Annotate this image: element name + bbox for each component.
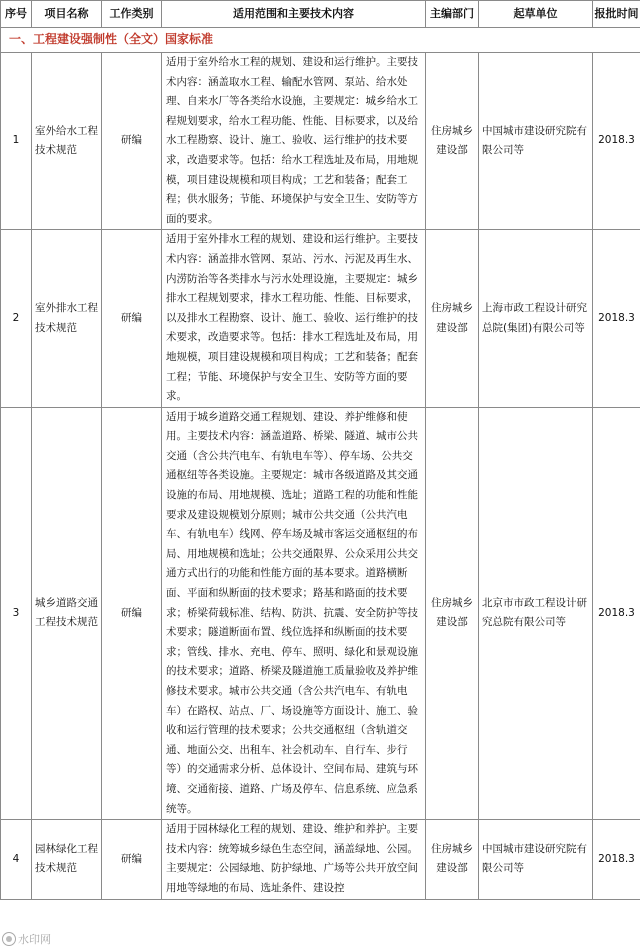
table-row <box>1 820 640 899</box>
watermark-text: 水印网 <box>18 933 51 946</box>
row-drafter: 中国城市建设研究院有限公司等 <box>479 820 593 899</box>
row-content: 适用于城乡道路交通工程规划、建设、养护维修和使用。主要技术内容：涵盖道路、桥梁、隧道、城市公共交通（含公共汽电车、有轨电车等）、停车场、公共交通枢纽等各类设施。主要规定：城市各级道路及其交通设施的布局、用地规模、选址；道路工程的功能和性能要求及建设规模划分原则；城市公共交通（公共汽电车、有轨电车）线网、停车场及城市客运交通枢纽的布局、用地规模和选址；公共交通限界、公众采用公共交通方式出行的功能和性能方面的基本要求。道路横断面、平面和纵断面的技术要求；路基和路面的技术要求；桥梁荷载标准、结构、防洪、抗震、安全防护等技术要求；隧道断面布置、线位选择和纵断面的技术要求；管线、排水、充电、停车、照明、绿化和景观设施的技术要求；道路、桥梁及隧道施工质量验收及养护维修技术要求。城市公共交通（含公共汽电车、有轨电车）在路权、站点、厂、场设施等方面设计、施工、验收和运行管理的技术要求；公共交通枢纽（含轨道交通、地面公交、出租车、社会机动车、自行车、步行等）的交通需求分析、总体设计、空间布局、建筑与环境、交通衔接、道路、广场及停车、信息系统、应急系统等。 <box>162 407 426 819</box>
section-title: 一、工程建设强制性（全文）国家标准 <box>1 28 640 53</box>
section-row <box>1 28 640 53</box>
row-name: 城乡道路交通工程技术规范 <box>32 407 102 819</box>
header-no: 序号 <box>1 1 32 28</box>
row-no: 4 <box>1 820 32 899</box>
row-category: 研编 <box>102 230 162 407</box>
row-dept: 住房城乡建设部 <box>426 53 479 230</box>
row-drafter: 中国城市建设研究院有限公司等 <box>479 53 593 230</box>
table-row <box>1 407 640 819</box>
header-name: 项目名称 <box>32 1 102 28</box>
row-dept: 住房城乡建设部 <box>426 407 479 819</box>
row-name: 室外给水工程技术规范 <box>32 53 102 230</box>
row-name: 园林绿化工程技术规范 <box>32 820 102 899</box>
row-dept: 住房城乡建设部 <box>426 820 479 899</box>
watermark <box>2 931 51 947</box>
row-content: 适用于园林绿化工程的规划、建设、维护和养护。主要技术内容：统筹城乡绿色生态空间，涵盖绿地、公园。主要规定：公园绿地、防护绿地、广场等公共开放空间用地等绿地的布局、选址条件、建设控 <box>162 820 426 899</box>
row-date: 2018.3 <box>593 53 640 230</box>
row-date: 2018.3 <box>593 407 640 819</box>
header-date: 报批时间 <box>593 1 640 28</box>
row-category: 研编 <box>102 407 162 819</box>
row-dept: 住房城乡建设部 <box>426 230 479 407</box>
header-dept: 主编部门 <box>426 1 479 28</box>
row-name: 室外排水工程技术规范 <box>32 230 102 407</box>
watermark-logo-icon <box>2 932 16 946</box>
row-no: 1 <box>1 53 32 230</box>
row-category: 研编 <box>102 53 162 230</box>
row-date: 2018.3 <box>593 820 640 899</box>
row-content: 适用于室外给水工程的规划、建设和运行维护。主要技术内容：涵盖取水工程、输配水管网、泵站、给水处理、自来水厂等各类给水设施，主要规定：城乡给水工程规划要求，给水工程功能、性能、目标要求，以及给水工程勘察、设计、施工、验收、运行维护的技术要求，改造要求等。包括：给水工程选址及布局，用地规模，项目建设规模和项目构成；工艺和装备；配套工程；供水服务；节能、环境保护与安全卫生、安防等方面的要求。 <box>162 53 426 230</box>
header-row <box>1 1 640 28</box>
header-category: 工作类别 <box>102 1 162 28</box>
row-date: 2018.3 <box>593 230 640 407</box>
row-content: 适用于室外排水工程的规划、建设和运行维护。主要技术内容：涵盖排水管网、泵站、污水、污泥及再生水、内涝防治等各类排水与污水处理设施，主要规定：城乡排水工程规划要求，排水工程功能、性能、目标要求，以及排水工程勘察、设计、施工、验收、运行维护的技术要求，改造要求等。包括：排水工程选址及布局，用地规模，项目建设规模和项目构成；工艺和装备；配套工程；节能、环境保护与安全卫生、安防等方面的要求。 <box>162 230 426 407</box>
row-no: 3 <box>1 407 32 819</box>
table-row <box>1 53 640 230</box>
table-row <box>1 230 640 407</box>
header-drafter: 起草单位 <box>479 1 593 28</box>
row-category: 研编 <box>102 820 162 899</box>
header-content: 适用范围和主要技术内容 <box>162 1 426 28</box>
row-no: 2 <box>1 230 32 407</box>
row-drafter: 北京市市政工程设计研究总院有限公司等 <box>479 407 593 819</box>
row-drafter: 上海市政工程设计研究总院(集团)有限公司等 <box>479 230 593 407</box>
